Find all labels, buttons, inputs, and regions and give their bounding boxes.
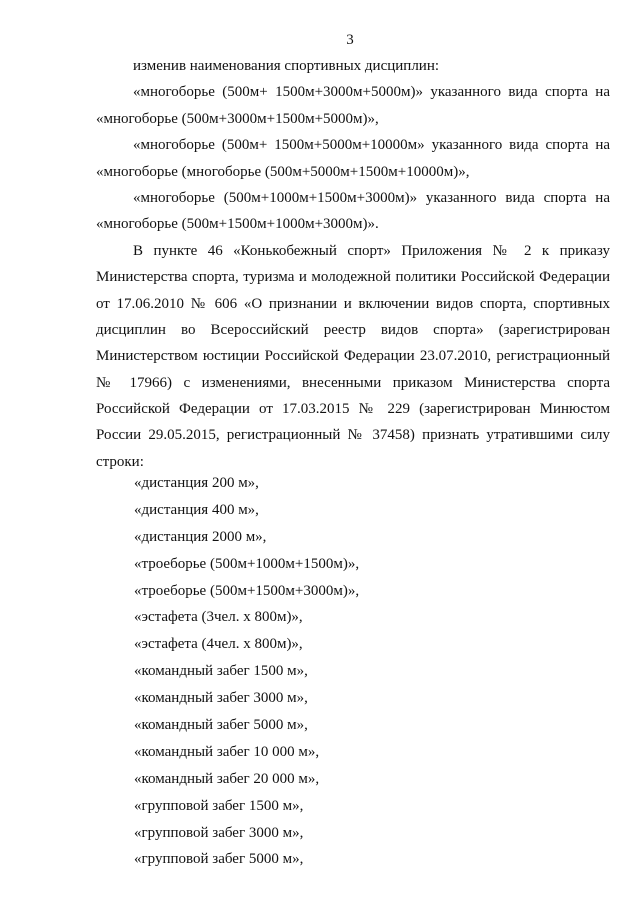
list-item: «дистанция 400 м», — [134, 501, 259, 518]
text-line: Российской Федерации от 17.03.2015 № 229 (зарегистрирован Минюстом — [96, 401, 610, 418]
list-item: «дистанция 2000 м», — [134, 528, 267, 545]
text-line: «многоборье (500м+1500м+1000м+3000м)». — [96, 216, 379, 233]
list-item: «командный забег 1500 м», — [134, 663, 308, 680]
text-line: В пункте 46 «Конькобежный спорт» Приложения № 2 к приказу — [133, 242, 610, 259]
list-item: «командный забег 3000 м», — [134, 690, 308, 707]
list-item: «командный забег 5000 м», — [134, 717, 308, 734]
text-line: строки: — [96, 453, 144, 470]
text-line: России 29.05.2015, регистрационный № 37458) признать утратившими силу — [96, 427, 610, 444]
text-line: «многоборье (многоборье (500м+5000м+1500м+10000м)», — [96, 163, 470, 180]
list-item: «групповой забег 5000 м», — [134, 851, 304, 868]
text-line: Министерством юстиции Российской Федерации 23.07.2010, регистрационный — [96, 348, 610, 365]
list-item: «командный забег 10 000 м», — [134, 743, 320, 760]
list-item: «эстафета (3чел. х 800м)», — [134, 609, 303, 626]
text-line: «многоборье (500м+ 1500м+3000м+5000м)» указанного вида спорта на — [133, 84, 610, 101]
text-line: дисциплин во Всероссийский реестр видов спорта» (зарегистрирован — [96, 321, 610, 338]
list-item: «троеборье (500м+1500м+3000м)», — [134, 582, 360, 599]
repealed-lines-list — [134, 470, 359, 873]
list-item: «командный забег 20 000 м», — [134, 770, 320, 787]
list-item: «дистанция 200 м», — [134, 475, 259, 491]
text-line: Министерства спорта, туризма и молодежной политики Российской Федерации — [96, 269, 610, 286]
page-number: 3 — [346, 32, 354, 48]
document-body — [96, 53, 610, 475]
list-item: «эстафета (4чел. х 800м)», — [134, 636, 303, 653]
text-line: от 17.06.2010 № 606 «О признании и включении видов спорта, спортивных — [96, 295, 610, 312]
list-item: «групповой забег 3000 м», — [134, 824, 304, 841]
text-line: изменив наименования спортивных дисциплин: — [133, 58, 440, 74]
list-item: «групповой забег 1500 м», — [134, 797, 304, 814]
list-item: «троеборье (500м+1000м+1500м)», — [134, 555, 360, 572]
text-line: № 17966) с изменениями, внесенными приказом Министерства спорта — [96, 374, 610, 391]
text-line: «многоборье (500м+ 1500м+5000м+10000м» указанного вида спорта на — [133, 137, 610, 154]
text-line: «многоборье (500м+3000м+1500м+5000м)», — [96, 110, 379, 127]
text-line: «многоборье (500м+1000м+1500м+3000м)» указанного вида спорта на — [133, 189, 610, 206]
